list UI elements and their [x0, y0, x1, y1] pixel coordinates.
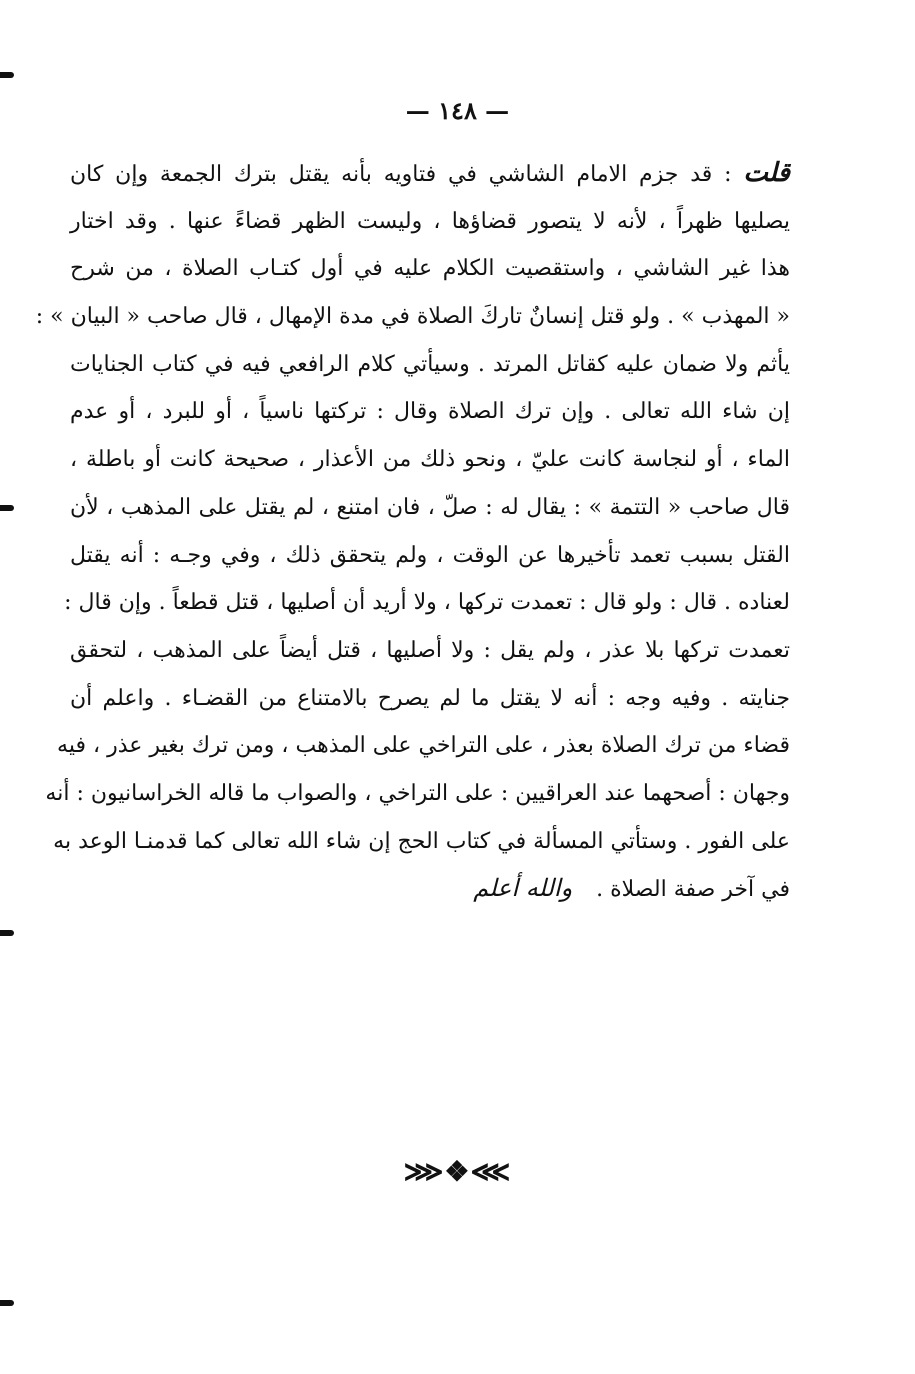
text-line: قضاء من ترك الصلاة بعذر ، على التراخي على المذهب ، ومن ترك بغير عذر ، فيه — [57, 733, 790, 759]
text-line: يأثم ولا ضمان عليه كقاتل المرتد . وسيأتي كلام الرافعي فيه في كتاب الجنايات — [70, 351, 790, 377]
text-line: لعناده . قال : ولو قال : تعمدت تركها ، ولا أريد أن أصليها ، قتل قطعاً . وإن قال : — [64, 590, 790, 616]
line-text: : قد جزم الامام الشاشي في فتاويه بأنه يقتل بترك الجمعة وإن كان — [70, 162, 732, 187]
text-line: هذا غير الشاشي ، واستقصيت الكلام عليه في أول كتـاب الصلاة ، من شرح — [70, 256, 790, 282]
text-line: « المهذب » . ولو قتل إنسانٌ تاركَ الصلاة في مدة الإمهال ، قال صاحب « البيان » : — [35, 304, 790, 330]
scan-edge-mark — [0, 1300, 14, 1306]
line-text: في آخر صفة الصلاة . — [596, 877, 790, 903]
text-line: وجهان : أصحهما عند العراقيين : على التراخي ، والصواب ما قاله الخراسانيون : أنه — [45, 780, 790, 806]
text-line: إن شاء الله تعالى . وإن ترك الصلاة وقال : تركتها ناسياً ، أو للبرد ، أو عدم — [70, 399, 790, 425]
text-line — [70, 150, 790, 198]
scan-edge-mark — [0, 505, 14, 511]
text-line: يصليها ظهراً ، لأنه لا يتصور قضاؤها ، وليست الظهر قضاءً عنها . وقد اختار — [70, 208, 790, 234]
body-text — [35, 150, 790, 913]
text-line: الماء ، أو لنجاسة كانت عليّ ، ونحو ذلك من الأعذار ، صحيحة كانت أو باطلة ، — [70, 447, 790, 473]
text-line: القتل بسبب تعمد تأخيرها عن الوقت ، ولم يتحقق ذلك ، وفي وجـه : أنه يقتل — [70, 542, 790, 568]
scan-edge-mark — [0, 72, 14, 78]
text-line: قال صاحب « التتمة » : يقال له : صلّ ، فان امتنع ، لم يقتل على المذهب ، لأن — [70, 494, 790, 520]
lead-word: قلت — [743, 158, 790, 188]
text-line: جنايته . وفيه وجه : أنه لا يقتل ما لم يصرح بالامتناع من القضـاء . واعلم أن — [70, 685, 790, 711]
text-line: على الفور . وستأتي المسألة في كتاب الحج إن شاء الله تعالى كما قدمنـا الوعد به — [53, 828, 790, 854]
page-number: — ١٤٨ — — [405, 96, 510, 125]
scan-edge-mark — [0, 930, 14, 936]
ornament-divider: ⋙❖⋘ — [403, 1155, 512, 1188]
text-line: تعمدت تركها بلا عذر ، ولم يقل : ولا أصليها ، قتل أيضاً على المذهب ، لتحقق — [70, 637, 790, 663]
closing-phrase: والله أعلم — [473, 874, 573, 903]
text-line — [70, 865, 790, 913]
